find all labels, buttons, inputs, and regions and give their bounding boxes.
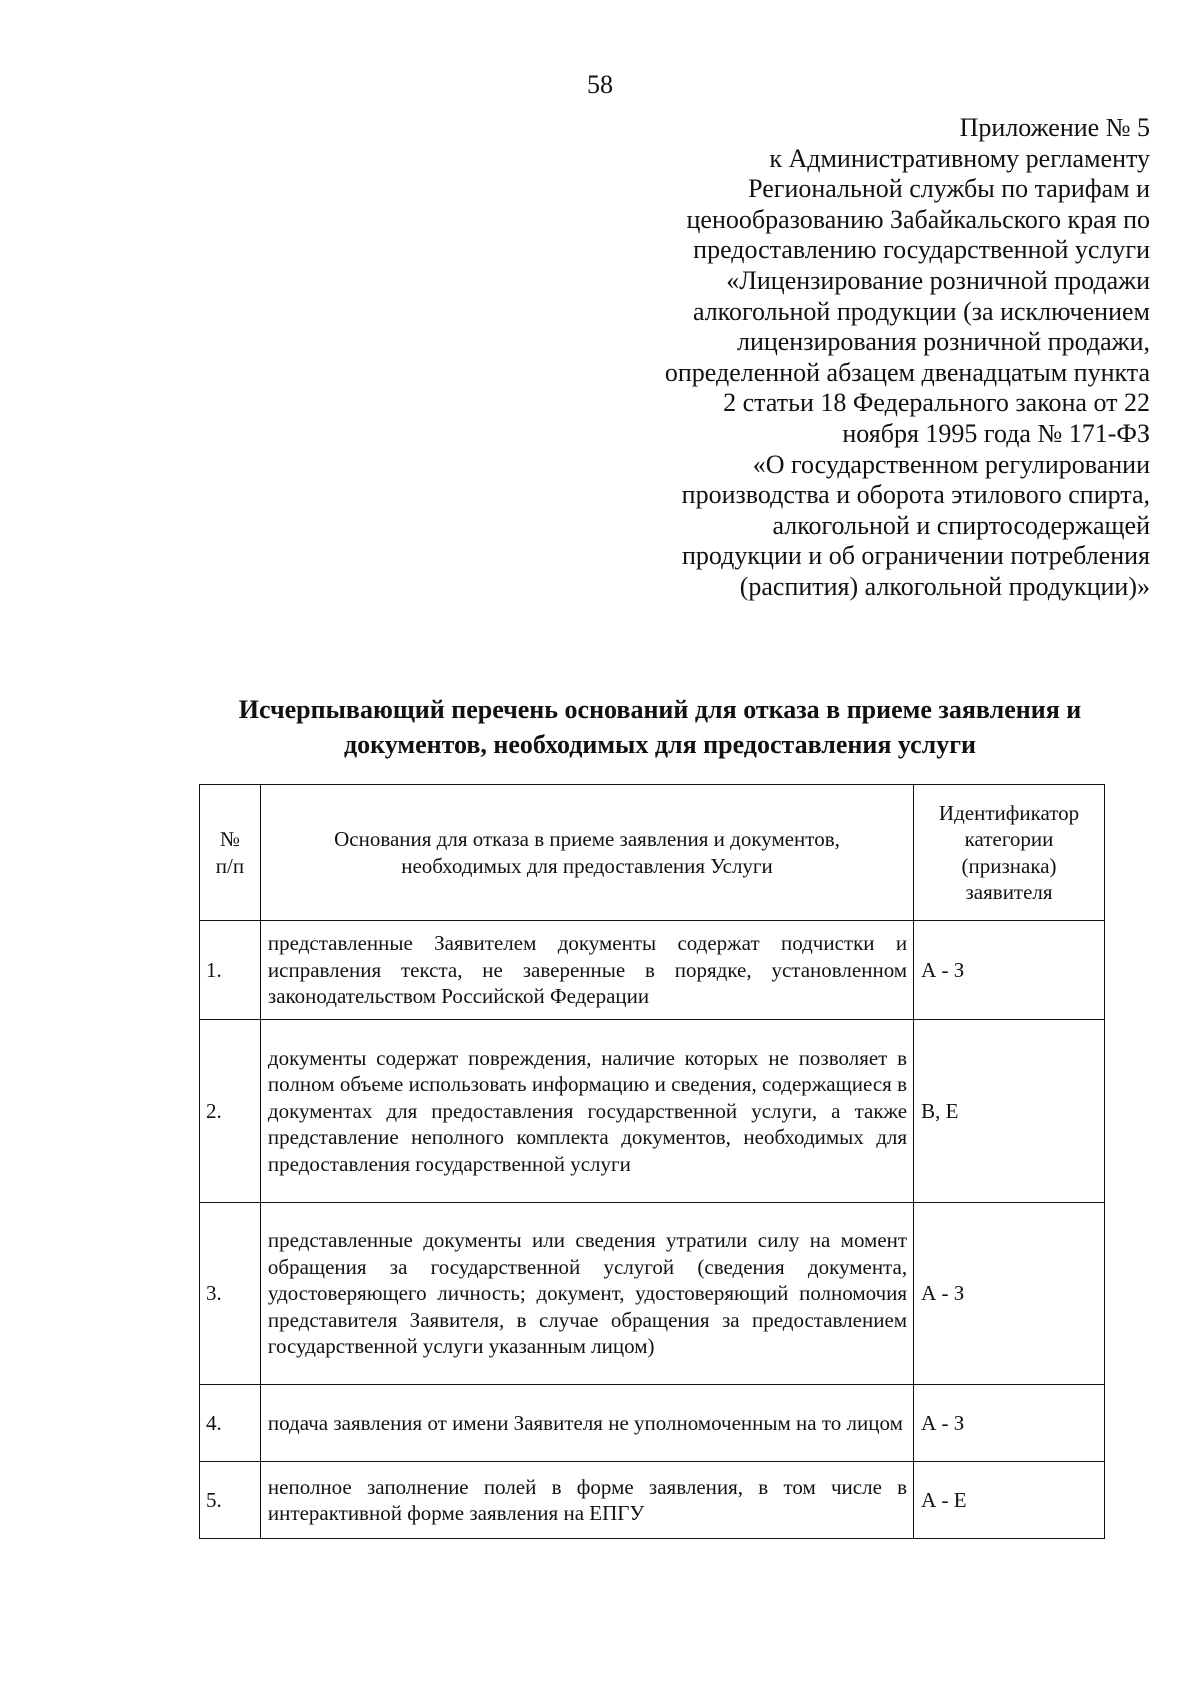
refusal-grounds-table xyxy=(199,784,1105,1539)
header-number-abbr: п/п xyxy=(215,853,245,878)
row-number: 5. xyxy=(200,1462,261,1539)
appendix-line: производства и оборота этилового спирта, xyxy=(681,480,1150,510)
document-title xyxy=(180,692,1140,762)
appendix-line: «Лицензирование розничной продажи xyxy=(726,265,1150,295)
appendix-line: (распития) алкогольной продукции)» xyxy=(739,571,1150,601)
header-grounds-line: необходимых для предоставления Услуги xyxy=(401,853,773,878)
document-title-line: Исчерпывающий перечень оснований для отказа в приеме заявления и xyxy=(238,695,1082,724)
appendix-header xyxy=(490,113,1150,603)
appendix-line: предоставлению государственной услуги xyxy=(693,235,1150,265)
table-row xyxy=(200,1462,1105,1539)
row-identifier: В, Е xyxy=(914,1020,1105,1203)
document-title-line: документов, необходимых для предоставления услуги xyxy=(343,730,977,759)
appendix-line: «О государственном регулировании xyxy=(752,449,1150,479)
row-grounds-text: представленные Заявителем документы содержат подчистки и исправления текста, не заверенные в порядке, установленном законодательством Российской Федерации xyxy=(260,921,913,1020)
row-identifier: А - З xyxy=(914,921,1105,1020)
header-identifier-line: Идентификатор xyxy=(938,800,1080,825)
row-grounds-text: документы содержат повреждения, наличие которых не позволяет в полном объеме использовать информацию и сведения, содержащиеся в документах для предоставления государственной услуги, а также представление неполного комплекта документов, необходимых для предоставления государственной услуги xyxy=(260,1020,913,1203)
row-number: 1. xyxy=(200,921,261,1020)
table-row xyxy=(200,1203,1105,1385)
table-header-row xyxy=(200,785,1105,921)
header-identifier-line: (признака) xyxy=(961,853,1057,878)
row-number: 3. xyxy=(200,1203,261,1385)
row-number: 2. xyxy=(200,1020,261,1203)
appendix-line: к Административному регламенту xyxy=(769,143,1150,173)
header-identifier-line: заявителя xyxy=(965,880,1053,904)
appendix-line: лицензирования розничной продажи, xyxy=(736,327,1150,357)
row-identifier: А - З xyxy=(914,1385,1105,1462)
header-identifier xyxy=(914,785,1105,921)
table-row xyxy=(200,1385,1105,1462)
appendix-line: продукции и об ограничении потребления xyxy=(682,541,1150,571)
row-identifier: А - Е xyxy=(914,1462,1105,1539)
row-number: 4. xyxy=(200,1385,261,1462)
table-row xyxy=(200,921,1105,1020)
header-number-symbol: № xyxy=(219,827,240,851)
header-number xyxy=(200,785,261,921)
appendix-line: Региональной службы по тарифам и xyxy=(748,174,1150,204)
appendix-line: алкогольной продукции (за исключением xyxy=(692,296,1150,326)
header-identifier-line: категории xyxy=(964,827,1054,851)
row-grounds-text: представленные документы или сведения утратили силу на момент обращения за государственной услугой (сведения документа, удостоверяющего личность; документ, удостоверяющий полномочия представителя Заявителя, в случае обращения за предоставлением государственной услуги указанным лицом) xyxy=(260,1203,913,1385)
row-grounds-text: подача заявления от имени Заявителя не уполномоченным на то лицом xyxy=(260,1385,913,1462)
header-grounds xyxy=(260,785,913,921)
row-grounds-text: неполное заполнение полей в форме заявления, в том числе в интерактивной форме заявления на ЕПГУ xyxy=(260,1462,913,1539)
appendix-line: ценообразованию Забайкальского края по xyxy=(686,204,1150,234)
row-identifier: А - З xyxy=(914,1203,1105,1385)
appendix-line: 2 статьи 18 Федерального закона от 22 xyxy=(723,388,1150,418)
appendix-line: определенной абзацем двенадцатым пункта xyxy=(664,357,1150,387)
appendix-line: ноября 1995 года № 171-ФЗ xyxy=(842,418,1150,448)
appendix-line: алкогольной и спиртосодержащей xyxy=(772,510,1150,540)
header-grounds-line: Основания для отказа в приеме заявления и документов, xyxy=(334,827,840,851)
table-row xyxy=(200,1020,1105,1203)
page-number: 58 xyxy=(587,70,613,99)
appendix-line: Приложение № 5 xyxy=(959,113,1150,142)
